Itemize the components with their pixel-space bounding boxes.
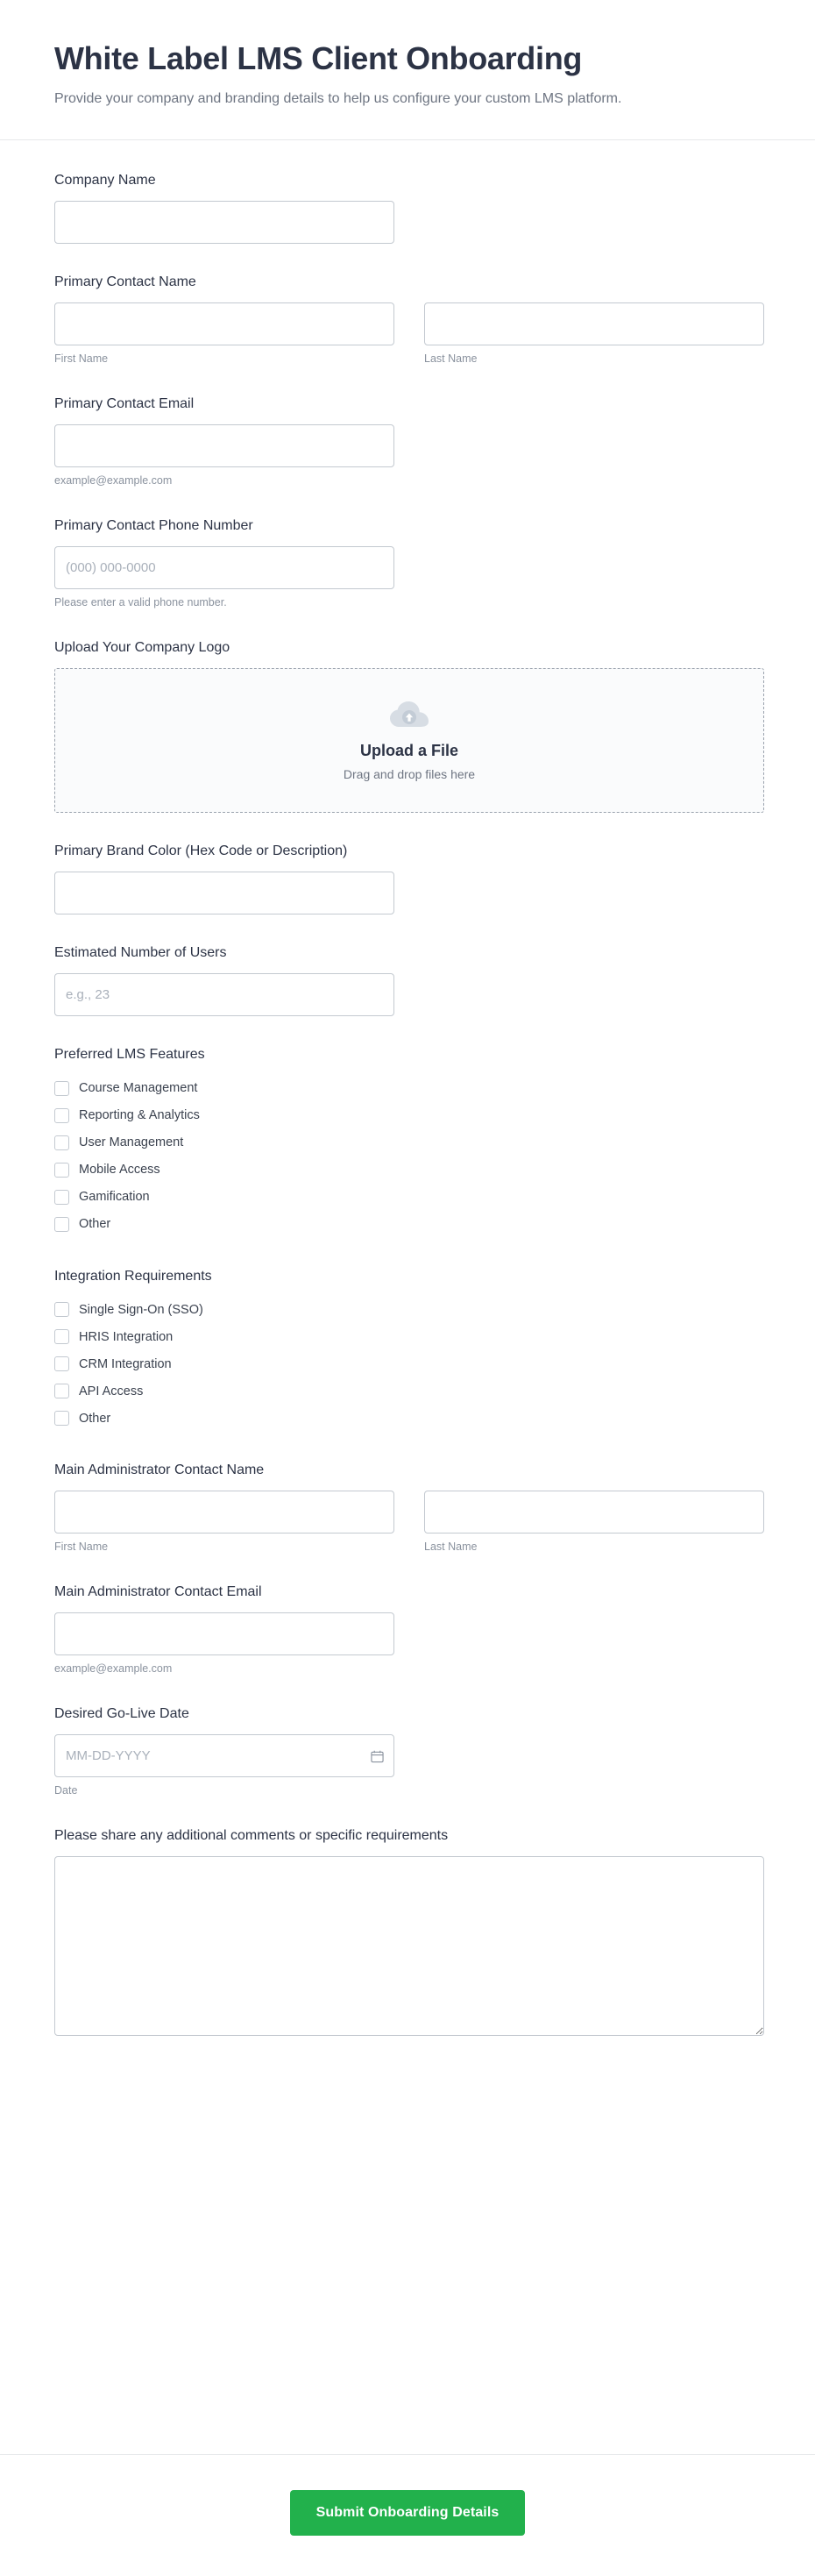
primary-contact-last-name-input[interactable]	[424, 302, 764, 345]
checkbox-option[interactable]	[54, 1211, 761, 1238]
brand-color-input[interactable]	[54, 872, 394, 914]
admin-last-name-sublabel: Last Name	[424, 1541, 478, 1554]
field-admin-contact-name	[54, 1462, 761, 1554]
primary-contact-last-name-sublabel: Last Name	[424, 352, 478, 365]
company-name-input[interactable]	[54, 201, 394, 244]
primary-contact-first-name-sublabel: First Name	[54, 352, 109, 365]
go-live-date-wrap	[54, 1734, 394, 1777]
go-live-date-label: Desired Go-Live Date	[54, 1706, 189, 1722]
checkbox-icon[interactable]	[54, 1411, 69, 1426]
field-estimated-users	[54, 944, 761, 1016]
admin-contact-email-label: Main Administrator Contact Email	[54, 1584, 262, 1600]
company-logo-label: Upload Your Company Logo	[54, 640, 230, 656]
admin-first-name-sublabel: First Name	[54, 1541, 109, 1554]
checkbox-icon[interactable]	[54, 1302, 69, 1317]
checkbox-label: Single Sign-On (SSO)	[79, 1302, 203, 1317]
cloud-upload-icon	[389, 700, 429, 729]
company-name-label: Company Name	[54, 173, 156, 189]
upload-title: Upload a File	[359, 742, 459, 760]
integration-requirements-label: Integration Requirements	[54, 1268, 212, 1284]
checkbox-label: API Access	[79, 1384, 144, 1398]
checkbox-icon[interactable]	[54, 1217, 69, 1232]
brand-color-label: Primary Brand Color (Hex Code or Description)	[54, 843, 348, 859]
page-subtitle: Provide your company and branding details to help us configure your custom LMS platform.	[54, 91, 622, 107]
checkbox-icon[interactable]	[54, 1329, 69, 1344]
checkbox-label: Other	[79, 1216, 111, 1231]
upload-hint: Drag and drop files here	[343, 767, 476, 782]
checkbox-option[interactable]	[54, 1350, 761, 1377]
field-primary-contact-email	[54, 395, 761, 487]
admin-contact-email-input[interactable]	[54, 1612, 394, 1655]
checkbox-icon[interactable]	[54, 1384, 69, 1398]
field-brand-color	[54, 843, 761, 914]
checkbox-option[interactable]	[54, 1323, 761, 1350]
go-live-date-input[interactable]	[54, 1734, 394, 1777]
admin-first-name-input[interactable]	[54, 1491, 394, 1534]
field-go-live-date	[54, 1705, 761, 1797]
primary-contact-email-input[interactable]	[54, 424, 394, 467]
checkbox-option[interactable]	[54, 1184, 761, 1211]
primary-contact-phone-label: Primary Contact Phone Number	[54, 518, 253, 534]
estimated-users-input[interactable]	[54, 973, 394, 1016]
checkbox-label: Course Management	[79, 1080, 198, 1095]
estimated-users-label: Estimated Number of Users	[54, 944, 227, 960]
field-integration-requirements	[54, 1268, 761, 1433]
primary-contact-name-row	[54, 302, 761, 366]
additional-comments-label: Please share any additional comments or specific requirements	[54, 1828, 449, 1844]
field-admin-contact-email	[54, 1583, 761, 1676]
admin-contact-email-sublabel: example@example.com	[54, 1662, 173, 1676]
preferred-features-group	[54, 1075, 761, 1238]
checkbox-label: Reporting & Analytics	[79, 1107, 200, 1122]
form-footer	[0, 2454, 815, 2576]
checkbox-label: CRM Integration	[79, 1356, 172, 1371]
admin-contact-name-label: Main Administrator Contact Name	[54, 1462, 265, 1478]
field-additional-comments	[54, 1827, 761, 2036]
additional-comments-textarea[interactable]	[54, 1856, 764, 2036]
checkbox-label: Mobile Access	[79, 1162, 160, 1177]
checkbox-label: Other	[79, 1411, 111, 1426]
primary-contact-phone-input[interactable]	[54, 546, 394, 589]
primary-contact-last-name-col	[424, 302, 764, 366]
checkbox-label: HRIS Integration	[79, 1329, 174, 1344]
field-company-logo	[54, 639, 761, 813]
checkbox-option[interactable]	[54, 1075, 761, 1102]
field-primary-contact-phone	[54, 517, 761, 609]
admin-last-name-input[interactable]	[424, 1491, 764, 1534]
checkbox-icon[interactable]	[54, 1163, 69, 1178]
primary-contact-first-name-input[interactable]	[54, 302, 394, 345]
form-header	[0, 0, 815, 140]
primary-contact-phone-sublabel: Please enter a valid phone number.	[54, 596, 227, 609]
checkbox-option[interactable]	[54, 1129, 761, 1156]
preferred-features-label: Preferred LMS Features	[54, 1046, 205, 1062]
checkbox-label: User Management	[79, 1135, 184, 1149]
page-title: White Label LMS Client Onboarding	[54, 40, 583, 76]
checkbox-icon[interactable]	[54, 1108, 69, 1123]
admin-last-name-col	[424, 1491, 764, 1554]
checkbox-option[interactable]	[54, 1102, 761, 1129]
checkbox-option[interactable]	[54, 1296, 761, 1323]
field-preferred-features	[54, 1046, 761, 1238]
integration-requirements-group	[54, 1296, 761, 1432]
admin-contact-name-row	[54, 1491, 761, 1554]
primary-contact-email-label: Primary Contact Email	[54, 396, 195, 412]
checkbox-icon[interactable]	[54, 1135, 69, 1150]
field-primary-contact-name	[54, 274, 761, 366]
checkbox-icon[interactable]	[54, 1356, 69, 1371]
field-company-name	[54, 172, 761, 244]
checkbox-option[interactable]	[54, 1156, 761, 1184]
checkbox-icon[interactable]	[54, 1081, 69, 1096]
checkbox-option[interactable]	[54, 1377, 761, 1405]
checkbox-icon[interactable]	[54, 1190, 69, 1205]
primary-contact-name-label: Primary Contact Name	[54, 274, 196, 290]
form-body	[0, 140, 815, 2428]
primary-contact-first-name-col	[54, 302, 394, 366]
checkbox-label: Gamification	[79, 1189, 150, 1204]
admin-first-name-col	[54, 1491, 394, 1554]
primary-contact-email-sublabel: example@example.com	[54, 474, 173, 487]
go-live-date-sublabel: Date	[54, 1784, 78, 1797]
checkbox-option[interactable]	[54, 1405, 761, 1432]
submit-button[interactable]: Submit Onboarding Details	[290, 2490, 526, 2536]
file-upload-dropzone[interactable]	[54, 668, 764, 813]
